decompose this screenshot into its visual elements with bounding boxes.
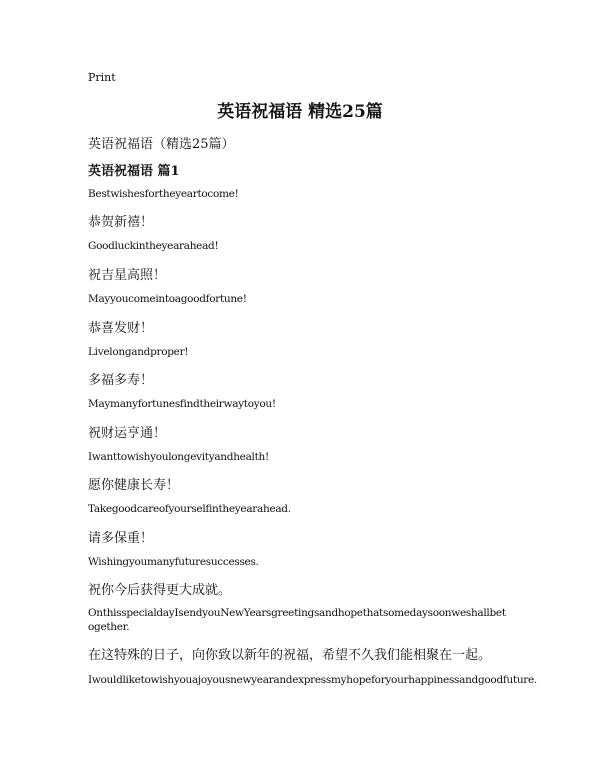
chinese-line: 祝财运亨通！: [88, 426, 167, 441]
english-line: Goodluckintheyearahead!: [88, 240, 219, 252]
english-line: Takegoodcareofyourselfintheyearahead.: [88, 503, 291, 515]
chinese-line: 愿你健康长寿！: [88, 478, 180, 493]
chinese-line: 在这特殊的日子，向你致以新年的祝福，希望不久我们能相聚在一起。: [88, 648, 492, 663]
chinese-line: 恭贺新禧！: [88, 215, 154, 230]
chinese-line: 多福多寿！: [88, 373, 154, 388]
print-label: Print: [88, 71, 116, 84]
chinese-line: 祝吉星高照！: [88, 268, 167, 283]
english-line: Maymanyfortunesfindtheirwaytoyou!: [88, 398, 276, 410]
page-title: 英语祝福语 精选25篇: [217, 102, 383, 122]
section-heading: 英语祝福语 篇1: [88, 164, 180, 179]
english-line: Wishingyoumanyfuturesuccesses.: [88, 556, 259, 568]
english-paragraph: OnthisspecialdayIsendyouNewYearsgreetingsandhopethatsomedaysoonweshallbetogether.: [88, 607, 506, 633]
english-line: Livelongandproper!: [88, 346, 189, 358]
english-line: Bestwishesfortheyeartocome!: [88, 188, 239, 200]
document-subtitle: 英语祝福语（精选25篇）: [88, 137, 235, 152]
english-line: Mayyoucomeintoagoodfortune!: [88, 293, 247, 305]
english-line: Iwanttowishyoulongevityandhealth!: [88, 451, 269, 463]
chinese-line: 恭喜发财！: [88, 321, 154, 336]
chinese-line: 祝你今后获得更大成就。: [88, 583, 232, 598]
english-line: Iwouldliketowishyouajoyousnewyearandexpressmyhopeforyourhappinessandgoodfuture.: [88, 674, 537, 686]
chinese-line: 请多保重！: [88, 531, 154, 546]
